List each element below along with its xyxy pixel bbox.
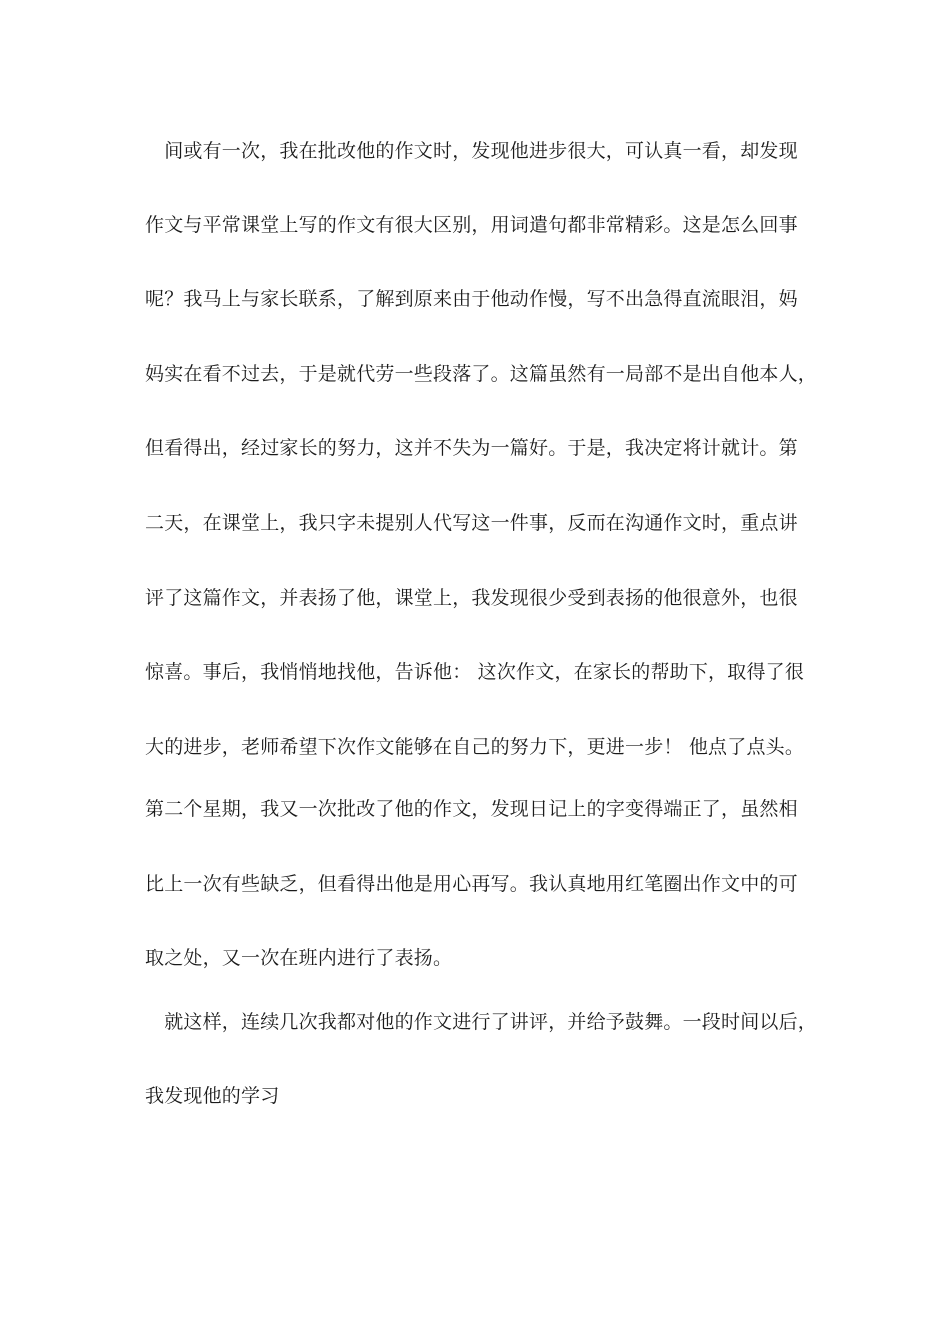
- text-line: 就这样，连续几次我都对他的作文进行了讲评，并给予鼓舞。一段时间以后，: [145, 1011, 818, 1033]
- text-line: 比上一次有些缺乏，但看得出他是用心再写。我认真地用红笔圈出作文中的可: [145, 873, 798, 895]
- text-line: 评了这篇作文，并表扬了他，课堂上，我发现很少受到表扬的他很意外，也很: [145, 587, 798, 609]
- text-line: 呢？我马上与家长联系，了解到原来由于他动作慢，写不出急得直流眼泪，妈: [145, 288, 798, 310]
- text-line: 作文与平常课堂上写的作文有很大区别，用词遣句都非常精彩。这是怎么回事: [145, 214, 798, 236]
- text-line: 我发现他的学习: [145, 1085, 280, 1107]
- text-line: 但看得出，经过家长的努力，这并不失为一篇好。于是，我决定将计就计。第: [145, 437, 798, 459]
- text-line: 取之处，又一次在班内进行了表扬。: [145, 947, 453, 969]
- text-line: 妈实在看不过去，于是就代劳一些段落了。这篇虽然有一局部不是出自他本人，: [145, 363, 818, 385]
- text-line: 惊喜。事后，我悄悄地找他，告诉他： 这次作文，在家长的帮助下，取得了很: [145, 661, 805, 683]
- text-line: 二天，在课堂上，我只字未提别人代写这一件事，反而在沟通作文时，重点讲: [145, 512, 798, 534]
- text-line: 大的进步，老师希望下次作文能够在自己的努力下，更进一步！ 他点了点头。: [145, 736, 805, 758]
- text-line: 间或有一次，我在批改他的作文时，发现他进步很大，可认真一看，却发现: [145, 140, 798, 162]
- text-line: 第二个星期，我又一次批改了他的作文，发现日记上的字变得端正了，虽然相: [145, 798, 798, 820]
